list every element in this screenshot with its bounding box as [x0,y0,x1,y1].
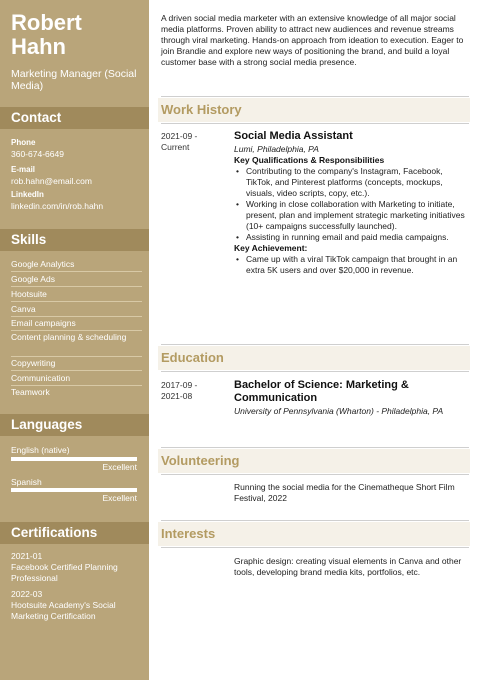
education-date-start: 2017-09 - [161,380,198,390]
cert-name: Facebook Certified Planning Professional [11,562,118,583]
education-date [161,380,225,402]
skill-divider [11,385,142,386]
education-entry [234,379,469,417]
volunteering-text: Running the social media for the Cinematheque Short Film Festival, 2022 [234,482,455,503]
languages-title: Languages [11,417,83,432]
skill-divider [11,356,142,357]
work-entry [234,130,469,276]
language-level: Excellent [102,462,137,472]
position-title: Social Media Assistant [234,130,353,142]
skill-item: Hootsuite [11,289,47,299]
phone-value[interactable]: 360-674-6649 [11,149,64,159]
cert-name: Hootsuite Academy's Social Marketing Certification [11,600,116,621]
bullet-text: Came up with a viral TikTok campaign that brought in an extra 5K users and over $20,000 in revenue. [246,254,458,275]
school: University of Pennsylvania (Wharton) - Philadelphia, PA [234,406,444,416]
section-rule [161,474,469,475]
skill-divider [11,286,142,287]
name-first: Robert [11,10,82,35]
degree-title: Bachelor of Science: Marketing & Communication [234,379,409,404]
email-label: E-mail [11,165,36,174]
section-rule [161,447,469,448]
list-item [234,166,469,199]
volunteering-title: Volunteering [161,453,240,468]
skill-item: Copywriting [11,358,56,368]
section-rule [161,371,469,372]
language-bar [11,488,137,492]
skill-divider [11,370,142,371]
profile-summary: A driven social media marketer with an extensive knowledge of all major social media platforms. Proven ability to attract new audiences and revenue streams through viral marketing. Hands-on approach from ideation to execution. Eager to join Brandie and explore new ways of positioning the brand, and build a loyal customer base with a strong social media presence. [161,13,464,67]
skill-divider [11,301,142,302]
list-item [234,254,469,276]
section-rule [161,123,469,124]
skill-item: Google Analytics [11,259,75,269]
certifications-title: Certifications [11,525,98,540]
list-item [234,232,469,243]
bullet-text: Contributing to the company's Instagram, Facebook, TikTok, and Pinterest platforms (concepts, mockups, visuals, video scripts, copy, etc.). [246,166,443,198]
language-level: Excellent [102,493,137,503]
contact-title: Contact [11,110,62,125]
email-link[interactable]: rob.hahn@email.com [11,176,92,186]
bullet-text: Assisting in running email and paid media campaigns. [246,232,449,242]
cert-date: 2022-03 [11,589,43,599]
bullet-text: Working in close collaboration with Marketing to initiate, present, plan and implement strategic marketing initiatives (10+ campaigns successfully launched). [246,199,465,231]
skill-divider [11,271,142,272]
language-name: English (native) [11,445,70,455]
work-history-title: Work History [161,102,242,117]
work-date [161,131,225,153]
section-rule [161,344,469,345]
skill-divider [11,330,142,331]
achievement-list [234,254,469,276]
bullet-icon: • [236,199,239,209]
cert-date: 2021-01 [11,551,43,561]
education-title: Education [161,350,224,365]
language-name: Spanish [11,477,42,487]
section-rule [161,520,469,521]
education-date-end: 2021-08 [161,391,193,401]
work-date-start: 2021-09 - [161,131,198,141]
bullet-icon: • [236,166,239,176]
interests-text: Graphic design: creating visual elements in Canva and other tools, developing brand media kits, portfolios, etc. [234,556,462,577]
job-title: Marketing Manager (Social Media) [11,68,137,92]
work-date-end: Current [161,142,190,152]
bullet-icon: • [236,254,239,264]
list-item [234,199,469,232]
section-rule [161,547,469,548]
linkedin-label: LinkedIn [11,190,44,199]
interests-title: Interests [161,526,216,541]
sidebar [0,0,149,680]
candidate-name [11,11,82,59]
skill-item: Email campaigns [11,318,76,328]
skill-item: Canva [11,304,36,314]
language-bar-fill [11,488,137,492]
language-bar [11,457,137,461]
section-rule [161,96,469,97]
phone-label: Phone [11,138,36,147]
skill-divider [11,316,142,317]
skill-item: Content planning & scheduling [11,332,127,342]
linkedin-link[interactable]: linkedin.com/in/rob.hahn [11,201,104,211]
language-bar-fill [11,457,137,461]
skill-item: Teamwork [11,387,50,397]
company: Lumi, Philadelphia, PA [234,144,319,154]
responsibility-list [234,166,469,243]
skill-item: Google Ads [11,274,55,284]
achievement-label: Key Achievement: [234,243,308,253]
skills-title: Skills [11,232,47,247]
bullet-icon: • [236,232,239,242]
name-last: Hahn [11,34,66,59]
qualifications-label: Key Qualifications & Responsibilities [234,155,385,165]
skill-item: Communication [11,373,71,383]
